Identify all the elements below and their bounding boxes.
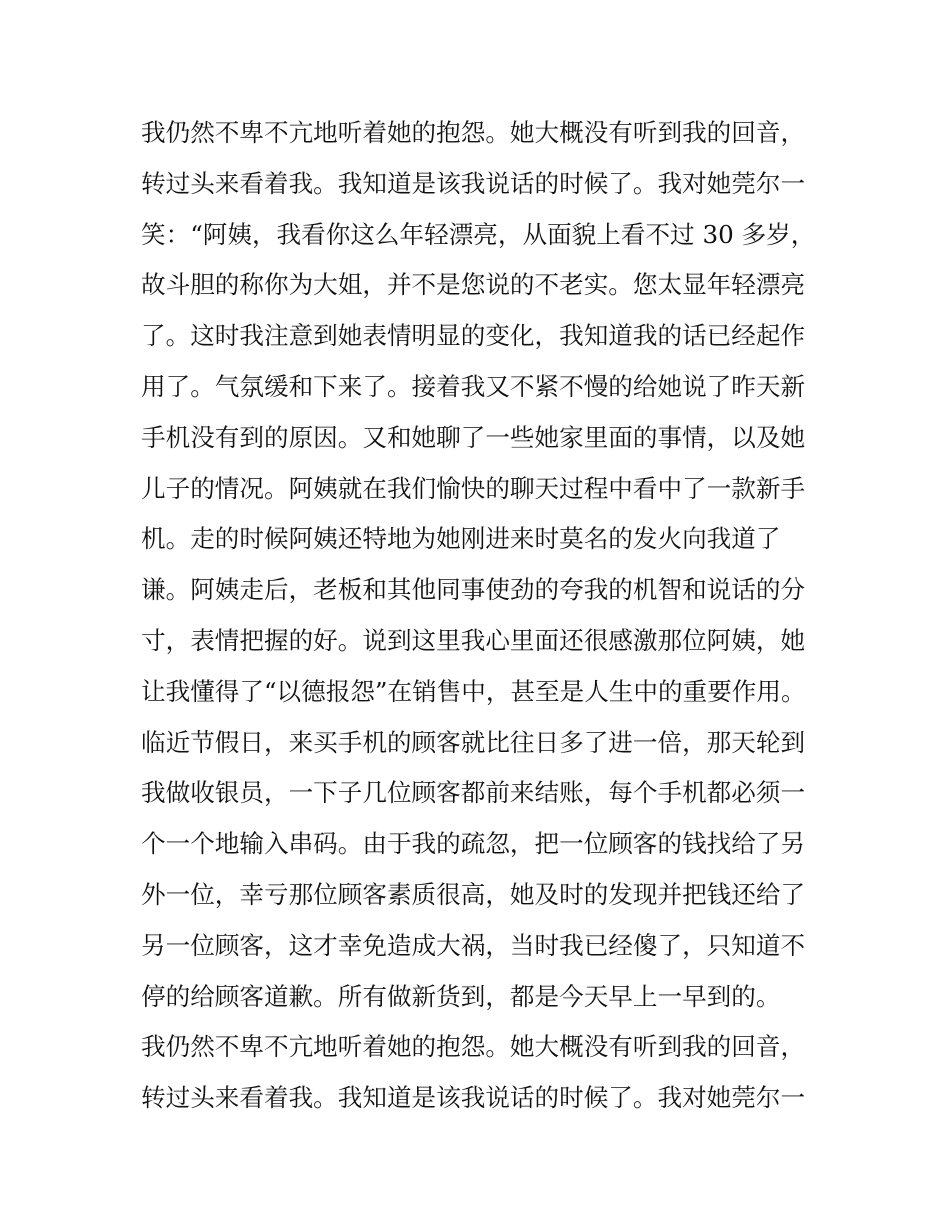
text-line-16: 外一位，幸亏那位顾客素质很高，她及时的发现并把钱还给了	[141, 879, 806, 909]
text-line-8: 儿子的情况。阿姨就在我们愉快的聊天过程中看中了一款新手	[141, 473, 806, 503]
text-line-15: 个一个地输入串码。由于我的疏忽，把一位顾客的钱找给了另	[141, 829, 806, 859]
text-line-14: 我做收银员，一下子几位顾客都前来结账，每个手机都必须一	[141, 778, 806, 808]
text-line-12: 让我懂得了“以德报怨”在销售中，甚至是人生中的重要作用。	[141, 676, 806, 706]
text-line-17: 另一位顾客，这才幸免造成大祸，当时我已经傻了，只知道不	[141, 930, 806, 960]
body-text	[141, 108, 821, 1124]
text-line-18: 停的给顾客道歉。所有做新货到，都是今天早上一早到的。	[141, 981, 781, 1011]
text-line-20: 转过头来看着我。我知道是该我说话的时候了。我对她莞尔一	[141, 1083, 806, 1113]
text-line-1: 我仍然不卑不亢地听着她的抱怨。她大概没有听到我的回音，	[141, 118, 806, 147]
text-line-13: 临近节假日，来买手机的顾客就比往日多了进一倍，那天轮到	[141, 727, 806, 757]
text-line-2: 转过头来看着我。我知道是该我说话的时候了。我对她莞尔一	[141, 168, 806, 198]
text-line-5: 了。这时我注意到她表情明显的变化，我知道我的话已经起作	[141, 321, 806, 351]
text-line-9: 机。走的时候阿姨还特地为她刚进来时莫名的发火向我道了	[141, 524, 781, 554]
text-line-7: 手机没有到的原因。又和她聊了一些她家里面的事情，以及她	[141, 422, 806, 452]
text-line-11: 寸，表情把握的好。说到这里我心里面还很感激那位阿姨，她	[141, 625, 806, 655]
text-line-6: 用了。气氛缓和下来了。接着我又不紧不慢的给她说了昨天新	[141, 371, 806, 401]
text-line-19: 我仍然不卑不亢地听着她的抱怨。她大概没有听到我的回音，	[141, 1032, 806, 1062]
text-line-3: 笑：“阿姨，我看你这么年轻漂亮，从面貌上看不过 30 多岁，	[141, 219, 816, 249]
text-line-10: 谦。阿姨走后，老板和其他同事使劲的夸我的机智和说话的分	[141, 575, 806, 605]
text-line-4: 故斗胆的称你为大姐，并不是您说的不老实。您太显年轻漂亮	[141, 270, 806, 300]
